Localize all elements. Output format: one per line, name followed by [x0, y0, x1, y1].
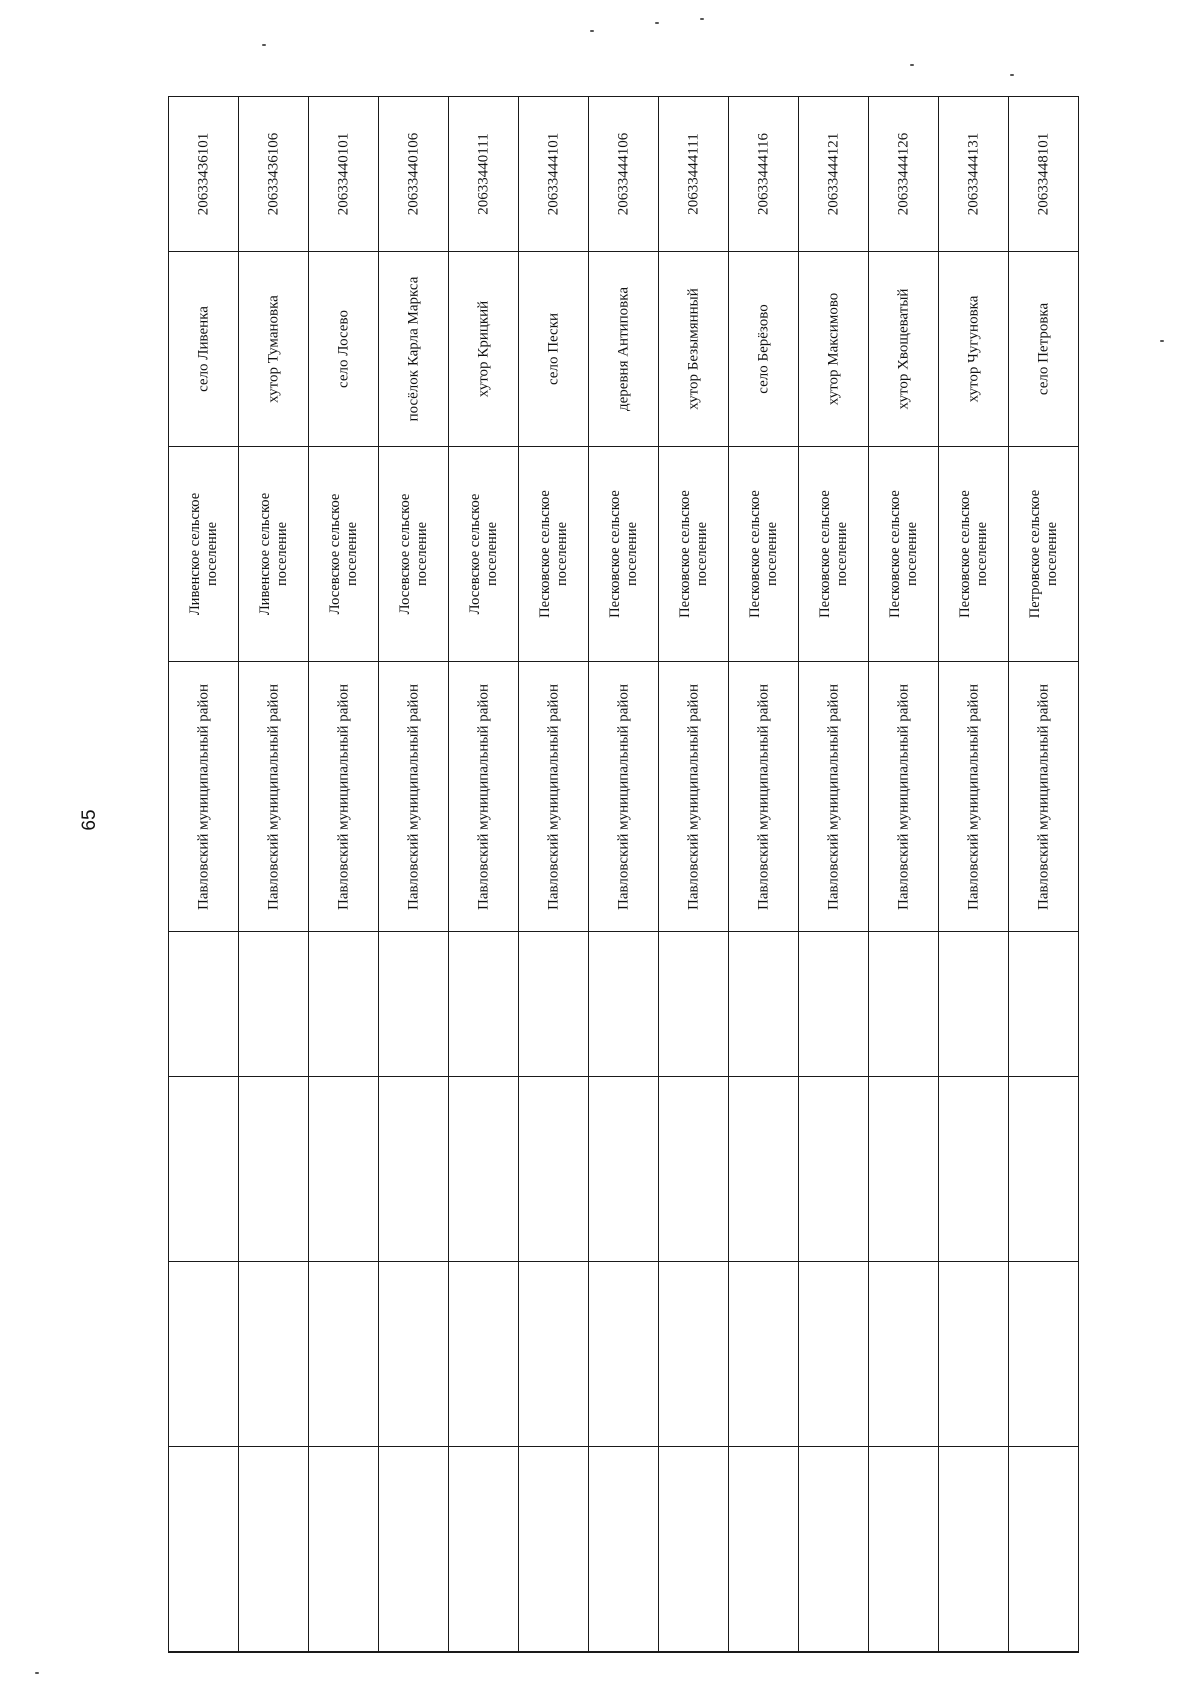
empty-cell — [169, 1077, 239, 1262]
empty-cell — [379, 1447, 449, 1652]
empty-cell — [169, 932, 239, 1077]
scan-speck — [1010, 74, 1014, 76]
settlement-cell — [519, 447, 589, 662]
code-cell — [309, 97, 379, 252]
locality-cell — [939, 252, 1009, 447]
empty-cell — [659, 1077, 729, 1262]
scan-speck — [655, 22, 659, 24]
code-cell — [939, 97, 1009, 252]
settlement-text: Песковское сельское поселение — [956, 490, 990, 618]
settlement-text: Песковское сельское поселение — [676, 490, 710, 618]
empty-cell — [869, 1447, 939, 1652]
locality-text: хутор Тумановка — [265, 295, 281, 403]
locality-text: хутор Чугуновка — [965, 295, 981, 403]
code-text: 20633444106 — [615, 132, 631, 216]
settlement-text: Песковское сельское поселение — [816, 490, 850, 618]
empty-cell — [659, 1447, 729, 1652]
row-number — [335, 1652, 352, 1653]
code-cell — [169, 97, 239, 252]
empty-cell — [799, 1262, 869, 1447]
empty-cell — [379, 1262, 449, 1447]
settlement-row — [169, 447, 1079, 662]
district-text: Павловский муниципальный район — [335, 683, 351, 910]
empty-cell — [309, 1262, 379, 1447]
empty-row — [169, 1447, 1079, 1652]
scan-speck — [1160, 340, 1164, 342]
locality-text: село Ливенка — [195, 306, 211, 392]
row-number — [545, 1652, 562, 1653]
settlement-cell — [449, 447, 519, 662]
code-text: 20633448101 — [1035, 132, 1051, 216]
empty-cell — [239, 1447, 309, 1652]
district-cell — [1009, 662, 1079, 932]
locality-text: деревня Антиповка — [615, 287, 631, 411]
settlement-cell — [239, 447, 309, 662]
locality-text: село Петровка — [1035, 302, 1051, 396]
empty-cell — [589, 932, 659, 1077]
code-cell — [869, 97, 939, 252]
page-number: 65 — [79, 809, 100, 831]
locality-text: хутор Крицкий — [475, 300, 491, 398]
empty-cell — [659, 932, 729, 1077]
code-row — [169, 97, 1079, 252]
district-text: Павловский муниципальный район — [895, 683, 911, 910]
empty-row — [169, 1077, 1079, 1262]
row-number — [965, 1652, 982, 1653]
settlement-text: Песковское сельское поселение — [536, 490, 570, 618]
empty-row — [169, 932, 1079, 1077]
number-cell — [729, 1652, 799, 1653]
empty-cell — [239, 1262, 309, 1447]
empty-cell — [379, 1077, 449, 1262]
empty-cell — [869, 1262, 939, 1447]
settlement-cell — [169, 447, 239, 662]
district-row — [169, 662, 1079, 932]
row-number — [895, 1652, 912, 1653]
district-text: Павловский муниципальный район — [755, 683, 771, 910]
locality-text: хутор Безымянный — [685, 288, 701, 410]
settlement-cell — [729, 447, 799, 662]
empty-cell — [519, 1077, 589, 1262]
empty-cell — [799, 932, 869, 1077]
district-cell — [799, 662, 869, 932]
district-cell — [659, 662, 729, 932]
district-cell — [239, 662, 309, 932]
locality-text: посёлок Карла Маркса — [405, 276, 421, 422]
district-cell — [379, 662, 449, 932]
code-cell — [449, 97, 519, 252]
number-cell — [799, 1652, 869, 1653]
district-text: Павловский муниципальный район — [1035, 683, 1051, 910]
code-text: 20633444111 — [685, 133, 701, 215]
empty-cell — [519, 1262, 589, 1447]
number-cell — [869, 1652, 939, 1653]
code-text: 20633444116 — [755, 133, 771, 215]
locality-cell — [309, 252, 379, 447]
empty-cell — [939, 932, 1009, 1077]
code-text: 20633444131 — [965, 132, 981, 216]
scan-speck — [910, 64, 914, 66]
empty-cell — [589, 1262, 659, 1447]
empty-cell — [589, 1077, 659, 1262]
empty-cell — [729, 1262, 799, 1447]
settlement-text: Песковское сельское поселение — [746, 490, 780, 618]
settlement-cell — [799, 447, 869, 662]
code-text: 20633436101 — [195, 132, 211, 216]
empty-cell — [1009, 932, 1079, 1077]
empty-cell — [169, 1447, 239, 1652]
code-text: 20633440106 — [405, 132, 421, 216]
empty-cell — [869, 1077, 939, 1262]
locality-cell — [869, 252, 939, 447]
code-text: 20633440101 — [335, 132, 351, 216]
number-cell — [449, 1652, 519, 1653]
empty-cell — [309, 932, 379, 1077]
locality-row — [169, 252, 1079, 447]
settlement-cell — [869, 447, 939, 662]
district-text: Павловский муниципальный район — [195, 683, 211, 910]
row-number — [615, 1652, 632, 1653]
district-text: Павловский муниципальный район — [265, 683, 281, 910]
district-cell — [449, 662, 519, 932]
settlements-table — [168, 96, 1079, 1653]
number-cell — [239, 1652, 309, 1653]
locality-cell — [799, 252, 869, 447]
code-cell — [1009, 97, 1079, 252]
code-cell — [239, 97, 309, 252]
locality-cell — [519, 252, 589, 447]
district-cell — [869, 662, 939, 932]
row-number — [825, 1652, 842, 1653]
settlement-text: Петровское сельское поселение — [1026, 489, 1060, 619]
settlement-cell — [589, 447, 659, 662]
district-cell — [589, 662, 659, 932]
settlement-cell — [1009, 447, 1079, 662]
code-cell — [519, 97, 589, 252]
settlement-cell — [659, 447, 729, 662]
empty-cell — [449, 1447, 519, 1652]
code-cell — [799, 97, 869, 252]
number-row — [169, 1652, 1079, 1653]
number-cell — [519, 1652, 589, 1653]
scan-speck — [590, 30, 594, 32]
code-text: 20633444121 — [825, 132, 841, 216]
locality-cell — [239, 252, 309, 447]
settlement-text: Ливенское сельское поселение — [186, 492, 220, 616]
empty-cell — [449, 932, 519, 1077]
scan-speck — [262, 44, 266, 46]
settlement-cell — [309, 447, 379, 662]
empty-cell — [519, 932, 589, 1077]
empty-cell — [729, 1077, 799, 1262]
locality-text: хутор Хвощеватый — [895, 288, 911, 410]
settlement-text: Лосевское сельское поселение — [326, 493, 360, 615]
code-text: 20633440111 — [475, 133, 491, 215]
number-cell — [309, 1652, 379, 1653]
number-cell — [659, 1652, 729, 1653]
row-number — [685, 1652, 702, 1653]
empty-cell — [239, 1077, 309, 1262]
empty-cell — [589, 1447, 659, 1652]
number-cell — [589, 1652, 659, 1653]
district-text: Павловский муниципальный район — [405, 683, 421, 910]
empty-cell — [309, 1447, 379, 1652]
district-cell — [519, 662, 589, 932]
code-cell — [379, 97, 449, 252]
empty-cell — [939, 1077, 1009, 1262]
settlement-text: Лосевское сельское поселение — [466, 493, 500, 615]
empty-cell — [659, 1262, 729, 1447]
settlement-text: Ливенское сельское поселение — [256, 492, 290, 616]
empty-cell — [519, 1447, 589, 1652]
row-number — [755, 1652, 772, 1653]
code-cell — [729, 97, 799, 252]
empty-cell — [939, 1262, 1009, 1447]
locality-text: хутор Максимово — [825, 292, 841, 406]
district-text: Павловский муниципальный район — [475, 683, 491, 910]
code-text: 20633436106 — [265, 132, 281, 216]
empty-cell — [869, 932, 939, 1077]
empty-cell — [729, 1447, 799, 1652]
locality-text: село Лосево — [335, 310, 351, 388]
code-text: 20633444101 — [545, 132, 561, 216]
locality-cell — [589, 252, 659, 447]
empty-cell — [239, 932, 309, 1077]
empty-cell — [309, 1077, 379, 1262]
locality-text: село Берёзово — [755, 304, 771, 394]
settlement-cell — [939, 447, 1009, 662]
code-text: 20633444126 — [895, 132, 911, 216]
empty-cell — [1009, 1262, 1079, 1447]
row-number — [475, 1652, 492, 1653]
empty-row — [169, 1262, 1079, 1447]
district-text: Павловский муниципальный район — [825, 683, 841, 910]
locality-cell — [449, 252, 519, 447]
scan-speck — [35, 1672, 39, 1674]
locality-cell — [379, 252, 449, 447]
locality-cell — [169, 252, 239, 447]
district-text: Павловский муниципальный район — [965, 683, 981, 910]
row-number — [195, 1652, 212, 1653]
district-cell — [169, 662, 239, 932]
empty-cell — [169, 1262, 239, 1447]
settlement-cell — [379, 447, 449, 662]
code-cell — [659, 97, 729, 252]
empty-cell — [799, 1447, 869, 1652]
code-cell — [589, 97, 659, 252]
empty-cell — [729, 932, 799, 1077]
empty-cell — [449, 1077, 519, 1262]
empty-cell — [939, 1447, 1009, 1652]
row-number — [265, 1652, 282, 1653]
number-cell — [939, 1652, 1009, 1653]
district-text: Павловский муниципальный район — [545, 683, 561, 910]
district-cell — [309, 662, 379, 932]
scan-speck — [700, 18, 704, 20]
district-text: Павловский муниципальный район — [685, 683, 701, 910]
number-cell — [1009, 1652, 1079, 1653]
settlement-text: Лосевское сельское поселение — [396, 493, 430, 615]
settlement-text: Песковское сельское поселение — [606, 490, 640, 618]
empty-cell — [1009, 1077, 1079, 1262]
locality-cell — [659, 252, 729, 447]
empty-cell — [449, 1262, 519, 1447]
district-text: Павловский муниципальный район — [615, 683, 631, 910]
row-number — [405, 1652, 422, 1653]
number-cell — [379, 1652, 449, 1653]
empty-cell — [799, 1077, 869, 1262]
locality-cell — [729, 252, 799, 447]
settlement-text: Песковское сельское поселение — [886, 490, 920, 618]
locality-cell — [1009, 252, 1079, 447]
number-cell — [169, 1652, 239, 1653]
locality-text: село Пески — [545, 312, 561, 386]
empty-cell — [1009, 1447, 1079, 1652]
district-cell — [939, 662, 1009, 932]
row-number — [1035, 1652, 1052, 1653]
empty-cell — [379, 932, 449, 1077]
district-cell — [729, 662, 799, 932]
